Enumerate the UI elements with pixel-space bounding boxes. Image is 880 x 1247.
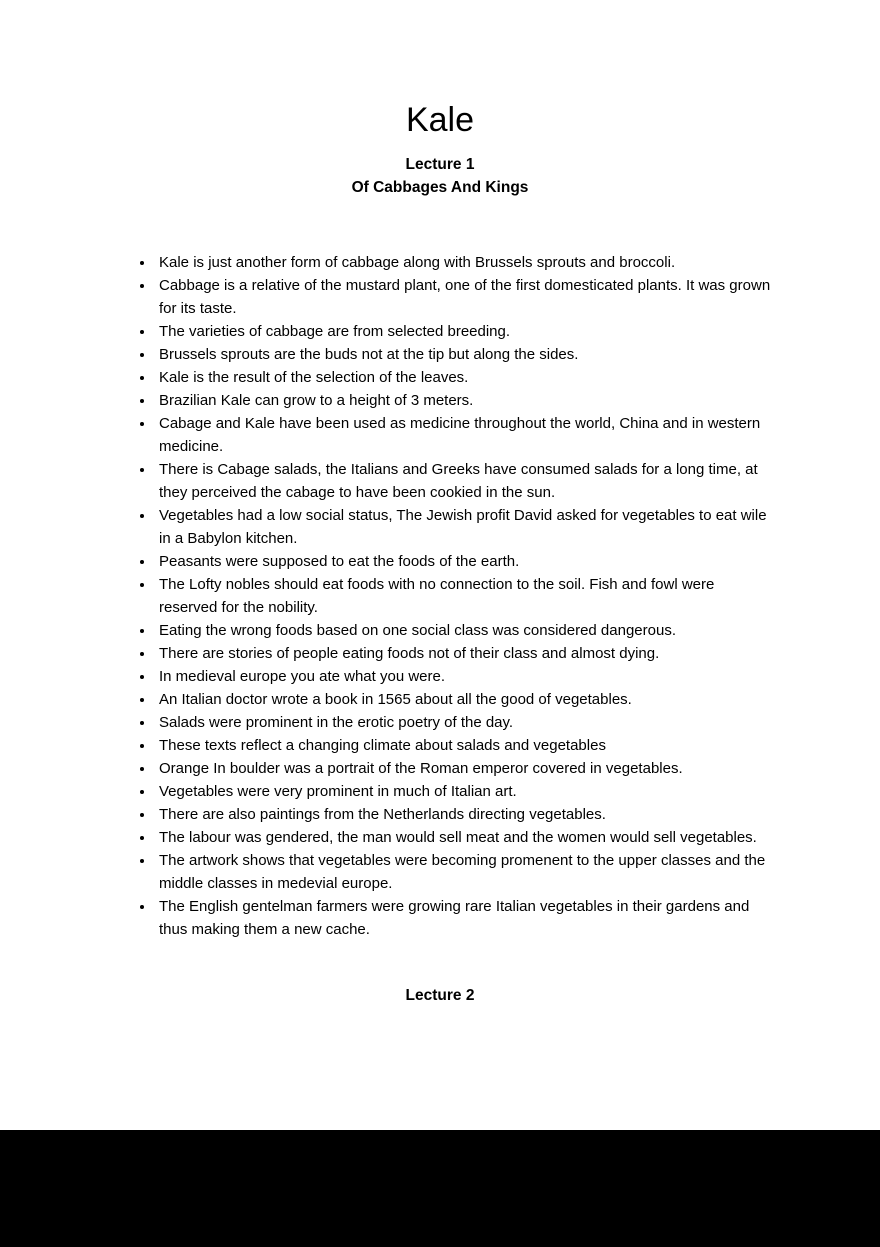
bullet-item: • The varieties of cabbage are from selected breeding. [155, 320, 775, 343]
bullet-item: • There is Cabage salads, the Italians and Greeks have consumed salads for a long time, at they perceived the cabage to have been cookied in the sun. [155, 458, 775, 504]
bullet-item: • Eating the wrong foods based on one social class was considered dangerous. [155, 619, 775, 642]
bullet-item: • Kale is just another form of cabbage along with Brussels sprouts and broccoli. [155, 251, 775, 274]
bullet-item: • Brazilian Kale can grow to a height of 3 meters. [155, 389, 775, 412]
lecture1-subtitle: Of Cabbages And Kings [351, 178, 529, 196]
bullet-item: • There are also paintings from the Netherlands directing vegetables. [155, 803, 775, 826]
bullet-item: • The labour was gendered, the man would sell meat and the women would sell vegetables. [155, 826, 775, 849]
bullet-item: • Peasants were supposed to eat the foods of the earth. [155, 550, 775, 573]
bullet-item: • Kale is the result of the selection of the leaves. [155, 366, 775, 389]
bullet-list [0, 251, 775, 941]
lecture1-heading: Lecture 1 [405, 155, 475, 173]
bullet-item: • Vegetables were very prominent in much of Italian art. [155, 780, 775, 803]
lecture2-heading: Lecture 2 [405, 986, 475, 1004]
bullet-item: • Cabbage is a relative of the mustard plant, one of the first domesticated plants. It was grown for its taste. [155, 274, 775, 320]
lecture1-heading-block [0, 153, 775, 199]
bullet-item: • Salads were prominent in the erotic poetry of the day. [155, 711, 775, 734]
document-title: Kale [405, 101, 475, 139]
bullet-item: • These texts reflect a changing climate about salads and vegetables [155, 734, 775, 757]
bullet-item: • There are stories of people eating foods not of their class and almost dying. [155, 642, 775, 665]
bullet-item: • The English gentelman farmers were growing rare Italian vegetables in their gardens and thus making them a new cache. [155, 895, 775, 941]
bullet-item: • Brussels sprouts are the buds not at the tip but along the sides. [155, 343, 775, 366]
bullet-item: • Orange In boulder was a portrait of the Roman emperor covered in vegetables. [155, 757, 775, 780]
bullet-item: • The artwork shows that vegetables were becoming promenent to the upper classes and the middle classes in medevial europe. [155, 849, 775, 895]
bullet-item: • An Italian doctor wrote a book in 1565 about all the good of vegetables. [155, 688, 775, 711]
bullet-item: • In medieval europe you ate what you were. [155, 665, 775, 688]
bullet-item: • The Lofty nobles should eat foods with no connection to the soil. Fish and fowl were reserved for the nobility. [155, 573, 775, 619]
bullet-item: • Cabage and Kale have been used as medicine throughout the world, China and in western medicine. [155, 412, 775, 458]
bullet-item: • Vegetables had a low social status, The Jewish profit David asked for vegetables to eat wile in a Babylon kitchen. [155, 504, 775, 550]
